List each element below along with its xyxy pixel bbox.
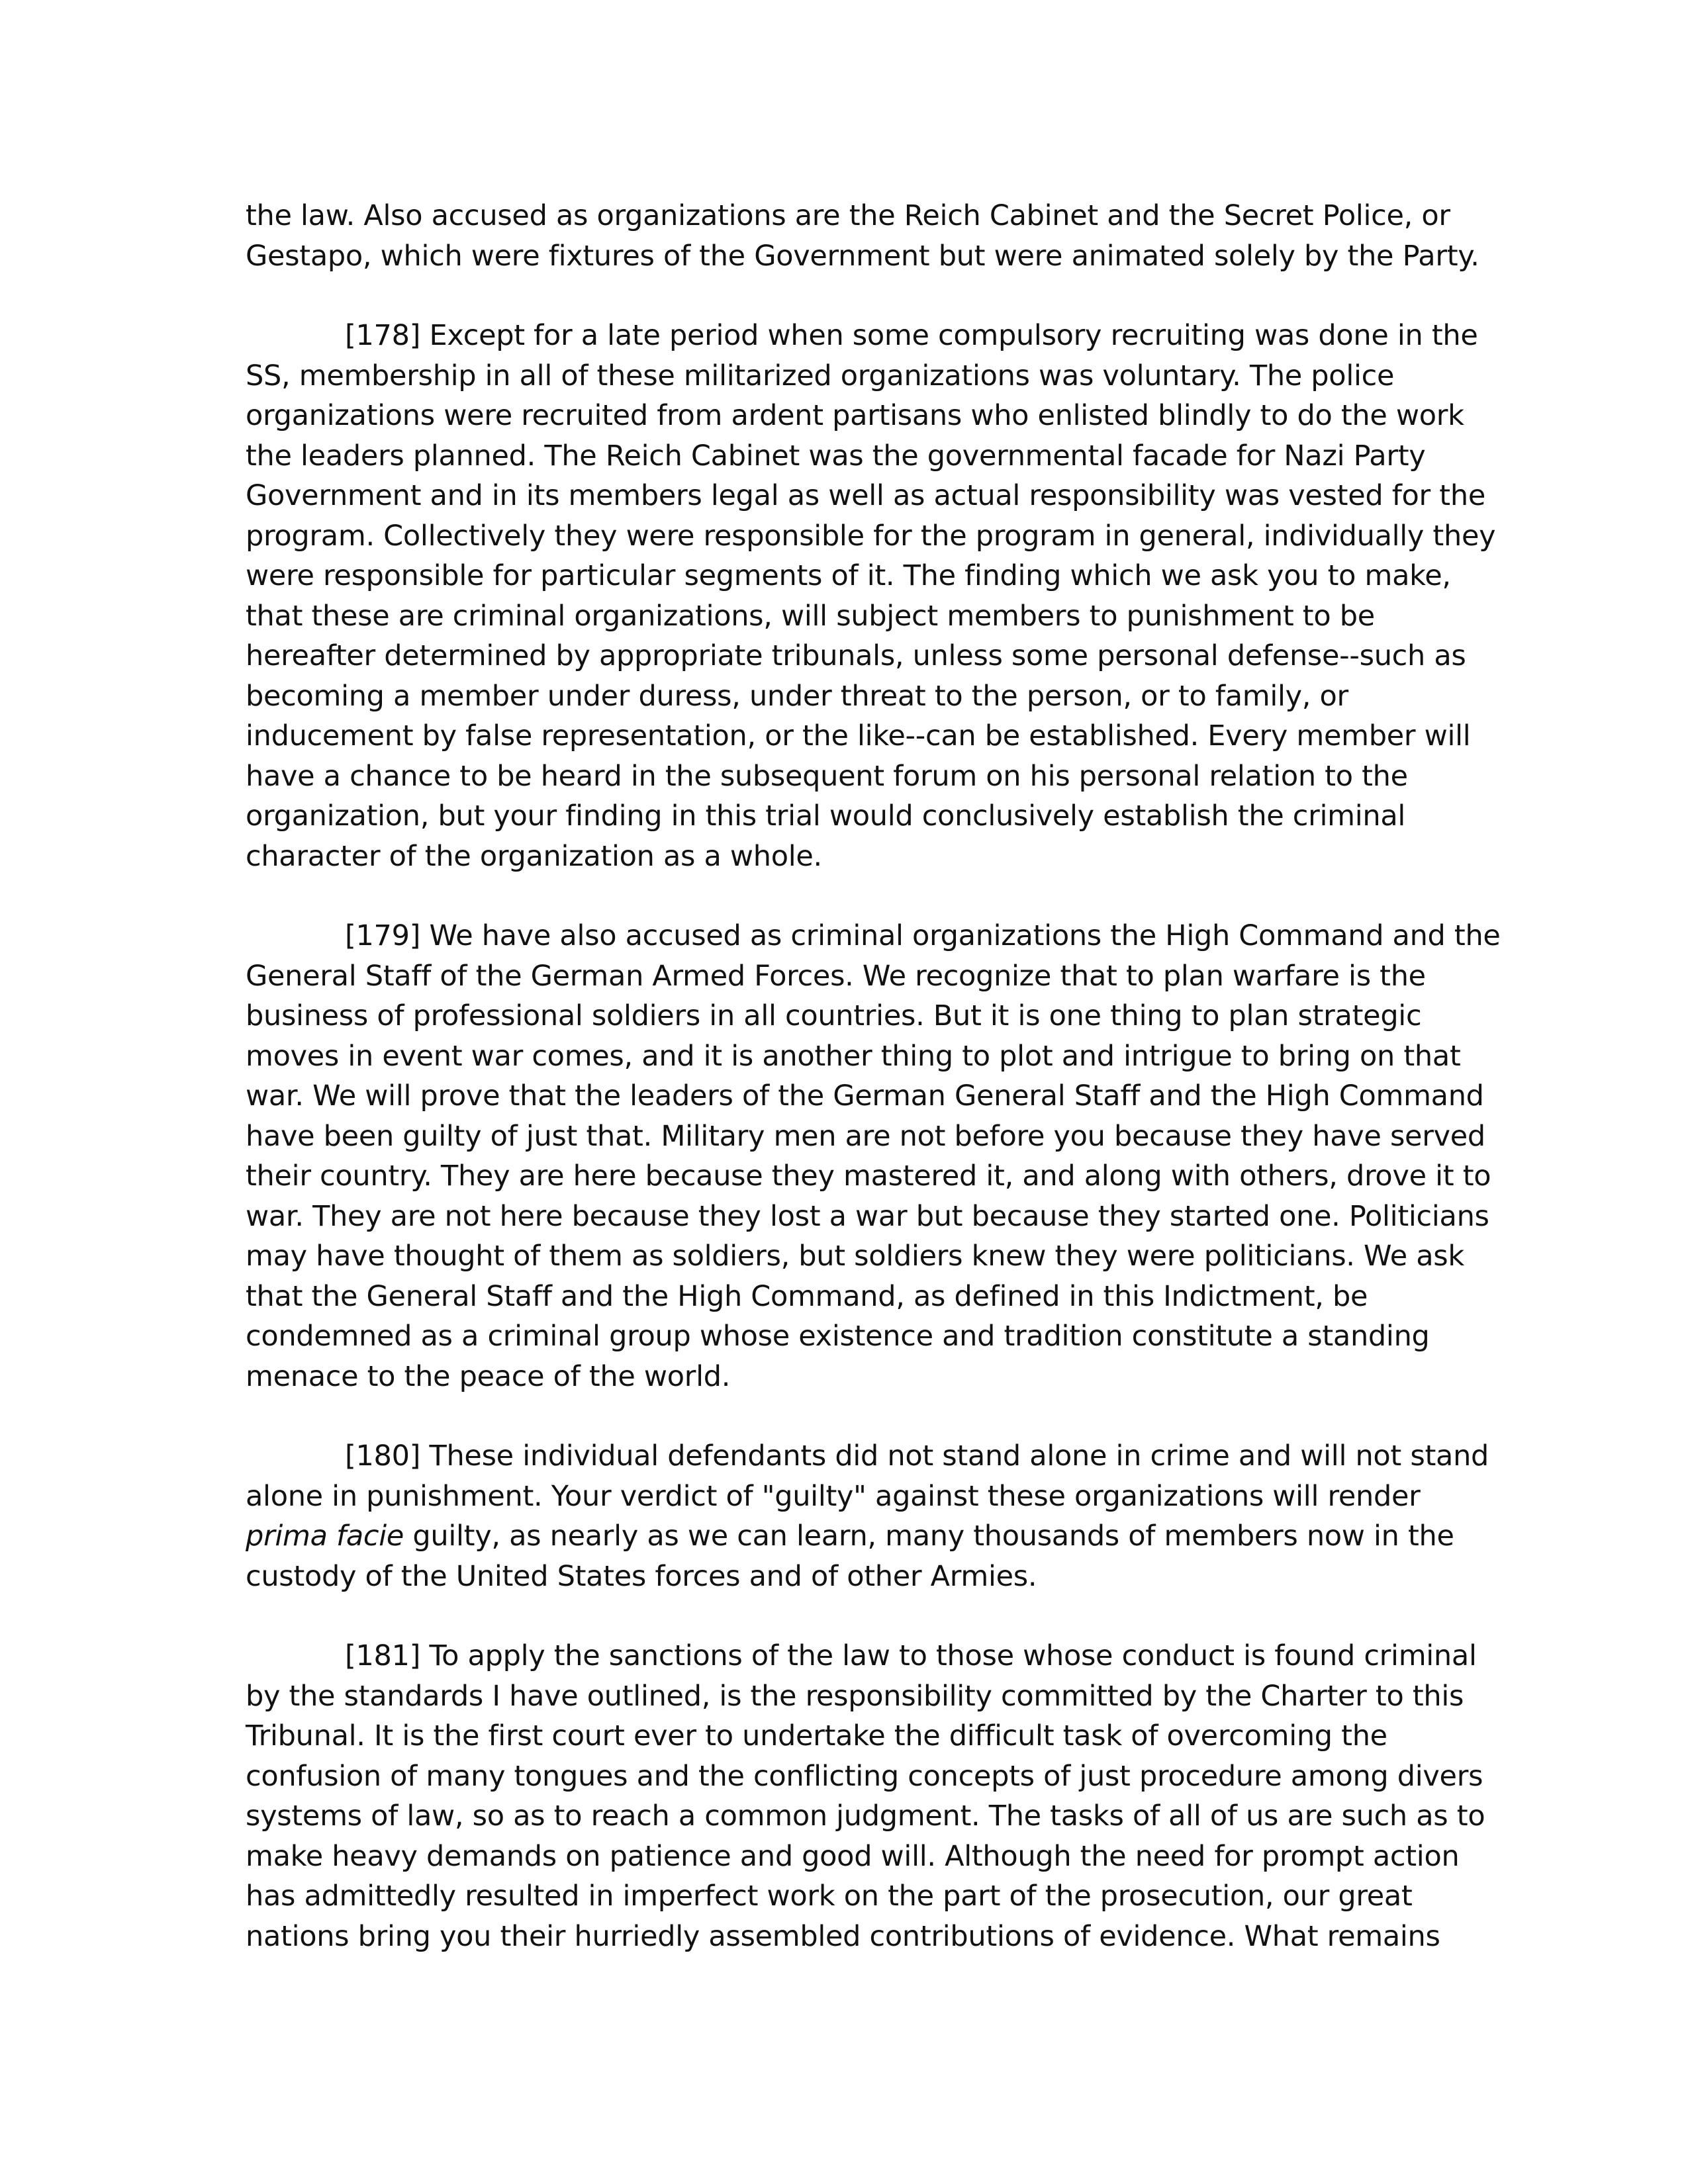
text-line: hereafter determined by appropriate tribunals, unless some personal defense--such as	[246, 639, 1466, 672]
text-line: SS, membership in all of these militarized organizations was voluntary. The police	[246, 359, 1395, 392]
text-line: [180] These individual defendants did not stand alone in crime and will not stand	[345, 1439, 1489, 1473]
text-line: that these are criminal organizations, will subject members to punishment to be	[246, 599, 1375, 633]
paragraph-continuation	[246, 196, 1479, 276]
text-line: make heavy demands on patience and good will. Although the need for prompt action	[246, 1839, 1460, 1873]
text-line: have a chance to be heard in the subsequent forum on his personal relation to the	[246, 759, 1408, 793]
text-line: [179] We have also accused as criminal organizations the High Command and the	[345, 919, 1501, 952]
text-line: organization, but your finding in this trial would conclusively establish the criminal	[246, 799, 1406, 833]
document-page	[246, 196, 1501, 1983]
text-line: nations bring you their hurriedly assembled contributions of evidence. What remains	[246, 1919, 1440, 1953]
text-line: may have thought of them as soldiers, but soldiers knew they were politicians. We ask	[246, 1240, 1465, 1273]
text-line: [181] To apply the sanctions of the law to those whose conduct is found criminal	[345, 1639, 1477, 1672]
text-fragment: guilty, as nearly as we can learn, many thousands of members now in the	[404, 1520, 1454, 1553]
text-line: have been guilty of just that. Military men are not before you because they have served	[246, 1119, 1485, 1153]
text-line: Government and in its members legal as well as actual responsibility was vested for the	[246, 479, 1485, 512]
text-line: war. We will prove that the leaders of the German General Staff and the High Command	[246, 1079, 1484, 1113]
text-line: Tribunal. It is the first court ever to undertake the difficult task of overcoming the	[246, 1719, 1387, 1752]
text-line: character of the organization as a whole.	[246, 839, 822, 873]
text-line: organizations were recruited from ardent partisans who enlisted blindly to do the work	[246, 399, 1464, 432]
text-line: moves in event war comes, and it is another thing to plot and intrigue to bring on that	[246, 1039, 1461, 1073]
text-line: business of professional soldiers in all countries. But it is one thing to plan strategic	[246, 999, 1422, 1032]
text-line	[246, 1516, 1454, 1557]
text-line: has admittedly resulted in imperfect work on the part of the prosecution, our great	[246, 1880, 1413, 1913]
text-line: program. Collectively they were responsible for the program in general, individually they	[246, 519, 1496, 553]
text-line: Gestapo, which were fixtures of the Government but were animated solely by the Party.	[246, 239, 1479, 273]
italic-phrase: prima facie	[246, 1520, 404, 1553]
text-line: [178] Except for a late period when some compulsory recruiting was done in the	[345, 319, 1478, 352]
text-line: that the General Staff and the High Command, as defined in this Indictment, be	[246, 1279, 1368, 1313]
text-line: inducement by false representation, or the like--can be established. Every member will	[246, 719, 1471, 752]
text-line: menace to the peace of the world.	[246, 1359, 731, 1393]
paragraph-179	[246, 916, 1501, 1396]
paragraph-178	[246, 316, 1496, 876]
text-line: war. They are not here because they lost a war but because they started one. Politicians	[246, 1199, 1489, 1233]
text-line: by the standards I have outlined, is the responsibility committed by the Charter to this	[246, 1679, 1464, 1713]
text-line: custody of the United States forces and of other Armies.	[246, 1559, 1037, 1593]
text-line: condemned as a criminal group whose existence and tradition constitute a standing	[246, 1320, 1430, 1353]
text-line: systems of law, so as to reach a common judgment. The tasks of all of us are such as to	[246, 1799, 1485, 1833]
text-line: alone in punishment. Your verdict of "guilty" against these organizations will render	[246, 1479, 1421, 1513]
text-line: confusion of many tongues and the conflicting concepts of just procedure among divers	[246, 1759, 1483, 1793]
text-line: the leaders planned. The Reich Cabinet was the governmental facade for Nazi Party	[246, 439, 1426, 473]
text-line: were responsible for particular segments of it. The finding which we ask you to make,	[246, 559, 1451, 592]
text-line: becoming a member under duress, under threat to the person, or to family, or	[246, 679, 1348, 713]
paragraph-180	[246, 1436, 1489, 1596]
text-line: General Staff of the German Armed Forces. We recognize that to plan warfare is the	[246, 959, 1426, 993]
text-line: their country. They are here because they mastered it, and along with others, drove it to	[246, 1160, 1491, 1193]
paragraph-181	[246, 1636, 1485, 1956]
text-line: the law. Also accused as organizations are the Reich Cabinet and the Secret Police, or	[246, 199, 1450, 232]
